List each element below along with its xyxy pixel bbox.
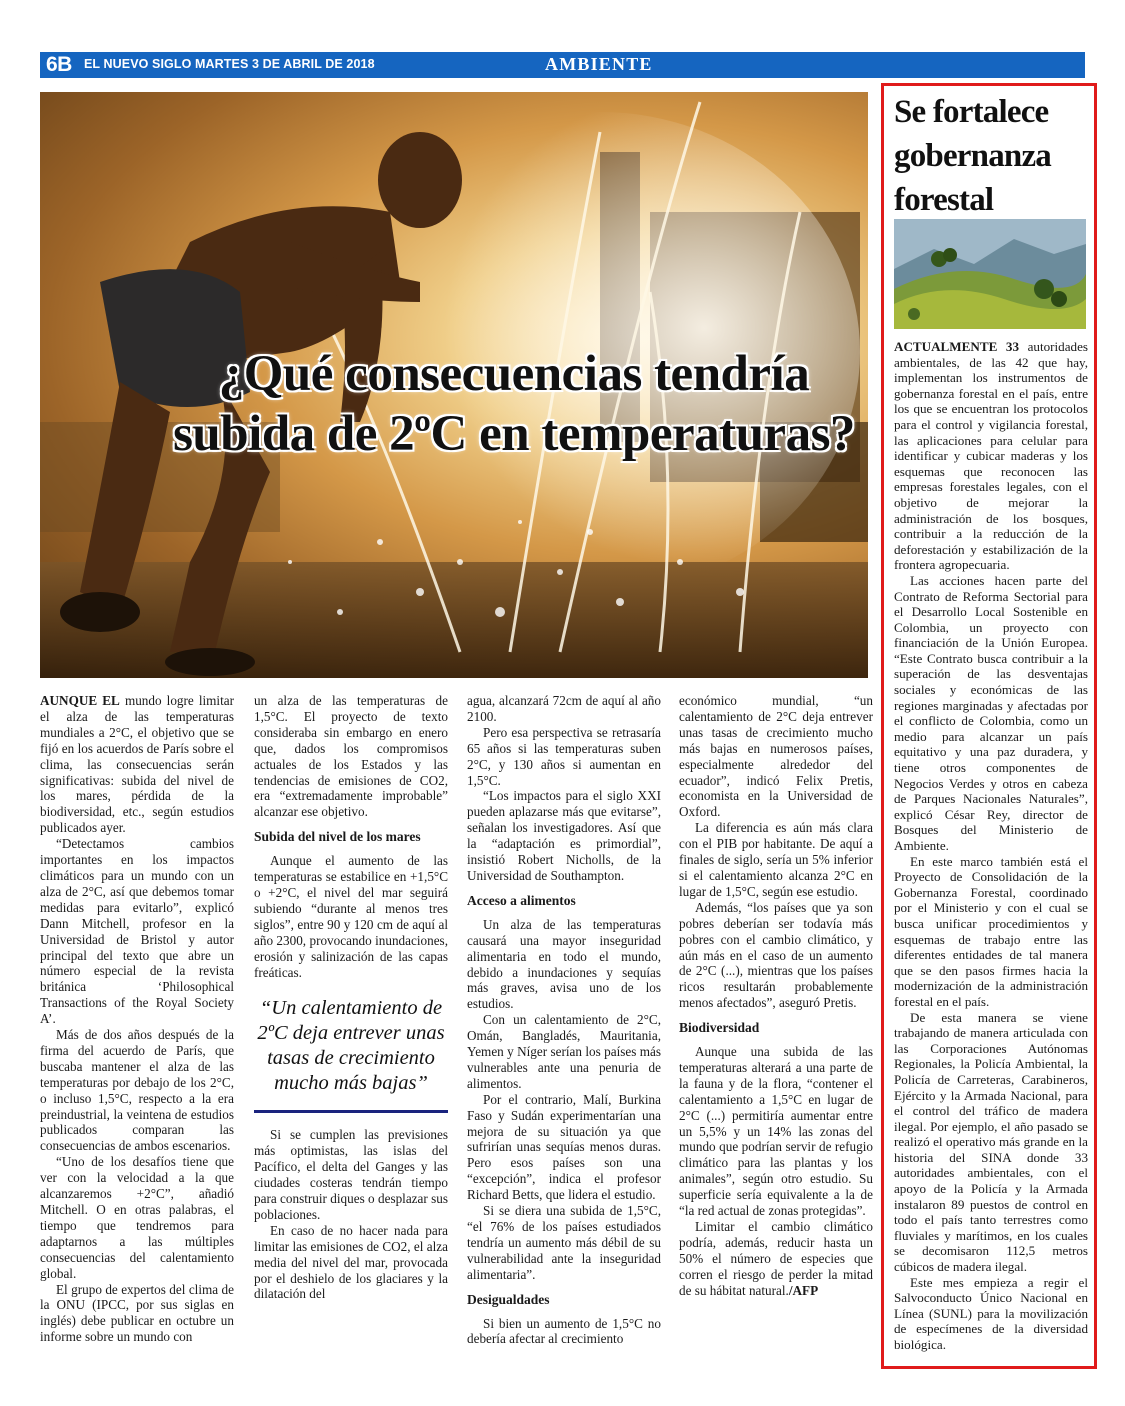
subheading-sea-level: Subida del nivel de los mares [254,829,421,845]
article-paragraph: De esta manera se viene trabajando de manera articulada con las Corporaciones Autónomas Regionales, la Policía Ambiental, la Policía de Carreteras, Carabineros, Ejército y la Armada Nacional, para el control del tráfico de madera ilegal. Por ejemplo, el año pasado se realizó el operativo más grande en la historia del SINA donde 33 autoridades ambientales, con el apoyo de la Policía y la Armada instalaron 89 puestos de control en todo el país tanto terrestres como fluviales y marítimos, en los cuales se decomisaron 112,5 metros cúbicos de madera ilegal. [894,1009,1088,1275]
forest-mountain-photo [894,219,1086,329]
page-number: 6B [46,53,72,76]
article-paragraph: En caso de no hacer nada para limitar las emisiones de CO2, el alza media del nivel del mar, provocada por el deshielo de los glaciares y la dilatación del [254,1222,448,1302]
article-column-4 [679,693,873,1299]
article-column-1 [40,693,234,1345]
article-paragraph: Más de dos años después de la firma del acuerdo de París, que buscaba mantener el alza de las temperaturas por debajo de los 2°C, o incluso 1,5°C, respecto a la era preindustrial, la veintena de estudios publicados comparan las consecuencias de ambos escenarios. [40,1027,234,1154]
subheading-biodiversity: Biodiversidad [679,1020,760,1036]
article-paragraph: un alza de las temperaturas de 1,5°C. El proyecto de texto consideraba sin embargo en enero que, dados los compromisos actuales de los Estados y las tendencias de emisiones de CO2, era “extremadamente improbable” alcanzar ese objetivo. [254,693,448,820]
hero-photo-boy-fountain [40,92,868,678]
article-paragraph: Pero esa perspectiva se retrasaría 65 años si las temperaturas suben 2°C, y 130 años si aumentan en 1,5°C. [467,724,661,788]
lead-in: AUNQUE EL [40,693,120,708]
main-headline: ¿Qué consecuencias tendría subida de 2ºC en temperaturas? [173,346,855,462]
article-paragraph: “Uno de los desafíos tiene que ver con la velocidad a la que alcanzaremos +2°C”, añadió Mitchell. O en otras palabras, el tiempo que tendremos para adaptarnos a las múltiples consecuencias del calentamiento global. [40,1154,234,1281]
article-paragraph: La diferencia es aún más clara con el PIB por habitante. De aquí a finales de siglo, sería un 5% inferior si el calentamiento alcanza 2°C en lugar de 1,5°C, según ese estudio. [679,820,873,899]
article-paragraph: Un alza de las temperaturas causará una mayor inseguridad alimentaria en todo el mundo, debido a inundaciones y sequías más graves, avisa uno de los estudios. [467,916,661,1012]
article-column-2 [254,693,448,1302]
article-paragraph: Si se cumplen las previsiones más optimistas, las islas del Pacífico, el delta del Ganges y las ciudades costeras tendrán tiempo para construir diques o desplazar sus poblaciones. [254,1127,448,1222]
article-paragraph: “Los impactos para el siglo XXI pueden aplazarse más que evitarse”, señalan los investigadores. Así que la “adaptación es primordial”, insistió Robert Nicholls, de la Universidad de Southampton. [467,788,661,883]
article-paragraph: Aunque una subida de las temperaturas alterará a una parte de la fauna y de la flora, “contener el calentamiento a 1,5°C en lugar de 2°C (...) permitiría aumentar entre un 5,5% y un 14% las zonas del mundo que podrían servir de refugio climático para las plantas y los animales”, según otro estudio. Su superficie sería equivalente a la de “la red actual de zonas protegidas”. [679,1044,873,1219]
section-name: AMBIENTE [545,54,653,74]
article-paragraph: Con un calentamiento de 2°C, Omán, Bangladés, Mauritania, Yemen y Níger serían los países más vulnerables ante una penuria de alimentos. [467,1012,661,1091]
article-paragraph: Si bien un aumento de 1,5°C no debería afectar al crecimiento [467,1315,661,1347]
publication-date-line: EL NUEVO SIGLO MARTES 3 DE ABRIL DE 2018 [84,57,375,71]
lead-in: ACTUALMENTE 33 [894,339,1020,354]
article-paragraph: En este marco también está el Proyecto de Consolidación de la Gobernanza Forestal, coordinado por el Ministerio y con el cual se busca unificar procedimientos y esquemas de trabajo entre las diferentes entidades de tal manera que se den pasos firmes hacia la modernización de la administración forestal en el país. [894,853,1088,1009]
paragraph-text: mundo logre limitar el alza de las temperaturas mundiales a 2°C, el objetivo que se fijó en los acuerdos de París sobre el clima, las consecuencias serán significativas: subida del nivel de los mares, pérdida de la biodiversidad, etc., según estudios publicados ayer. [40,693,235,836]
wire-credit: /AFP [788,1282,819,1298]
article-paragraph: económico mundial, “un calentamiento de 2°C deja entrever unas tasas de crecimiento mucho más bajas en numerosos países, especialmente alrededor del ecuador”, indicó Felix Pretis, economista en la Universidad de Oxford. [679,693,873,820]
sidebar-box [881,83,1097,1369]
article-paragraph: Aunque el aumento de las temperaturas se estabilice en +1,5°C o +2°C, el nivel del mar seguirá subiendo “durante al menos tres siglos”, entre 90 y 120 cm de aquí al año 2300, provocando inundaciones, erosión y salinización de las capas freáticas. [254,853,448,980]
paragraph-text: autoridades ambientales, de las 42 que hay, implementan los instrumentos de gobernanza forestal en el país, entre los que se encuentran los protocolos para el control y vigilancia forestal, las aplicaciones para celular para identificar y cubicar maderas y los esquemas que reconocen las empresas forestales legales, con el objetivo de mejorar la administración de los bosques, contribuir a la reducción de la deforestación y estabilización de la frontera agropecuaria. [894,339,1088,573]
page-header-bar [40,52,1085,78]
article-paragraph: Además, “los países que ya son pobres deberían ser todavía más pobres con el cambio climático, y aún más en el caso de un aumento de 2°C (...), mientras que los países ricos resultarán probablemente menos afectados”, aseguró Pretis. [679,899,873,1011]
article-column-3 [467,693,661,1347]
article-paragraph: El grupo de expertos del clima de la ONU (IPCC, por sus siglas en inglés) debe publicar en octubre un informe sobre un mundo con [40,1281,234,1345]
article-paragraph [40,693,234,836]
article-paragraph: “Detectamos cambios importantes en los impactos climáticos para un mundo con un alza de 2°C, así que debemos tomar medidas para evitarlo”, explicó Dann Mitchell, profesor en la Universidad de Bristol y autor principal del texto que abre un número especial de la revista británica ‘Philosophical Transactions of the Royal Society A’. [40,836,234,1027]
article-paragraph: agua, alcanzará 72cm de aquí al año 2100. [467,693,661,724]
sidebar-headline: Se fortalece gobernanza forestal [894,94,1052,218]
article-paragraph: Este mes empieza a regir el Salvoconducto Único Nacional en Línea (SUNL) para la movilización de especímenes de la diversidad biológica. [894,1274,1088,1352]
subheading-food-access: Acceso a alimentos [467,892,576,908]
sidebar-body [894,339,1088,1353]
pull-quote: “Un calentamiento de 2ºC deja entrever unas tasas de crecimiento mucho más bajas” [254,996,448,1113]
article-paragraph: Por el contrario, Malí, Burkina Faso y Sudán experimentarían una mejora de su situación ya que sufrirían unas sequías menos duras. Pero esos países son una “excepción”, indica el profesor Richard Betts, que lidera el estudio. [467,1091,661,1203]
article-paragraph: Las acciones hacen parte del Contrato de Reforma Sectorial para el Desarrollo Local Sostenible en Colombia, un proyecto con financiación de la Unión Europea. “Este Contrato busca contribuir a la superación de las desventajas sociales y económicas de las regiones marginadas y afectadas por el conflicto de Colombia, como un medio para alcanzar un país equitativo y una paz duradera, y tiene otros componentes de Negocios Verdes y otros en cabeza de Parques Nacionales Naturales”, explicó César Rey, director de Bosques del Ministerio de Ambiente. [894,572,1088,853]
mountain-landscape-illustration [894,219,1086,329]
article-paragraph [894,339,1088,573]
article-paragraph [679,1219,873,1299]
article-paragraph: Si se diera una subida de 1,5°C, “el 76% de los países estudiados tendría un aumento más débil de su vulnerabilidad ante la inseguridad alimentaria”. [467,1203,661,1282]
paragraph-text: Limitar el cambio climático podría, además, reducir hasta un 50% el número de especies que corren el riesgo de perder la mitad de su hábitat natural. [679,1219,873,1298]
subheading-inequalities: Desigualdades [467,1291,550,1307]
